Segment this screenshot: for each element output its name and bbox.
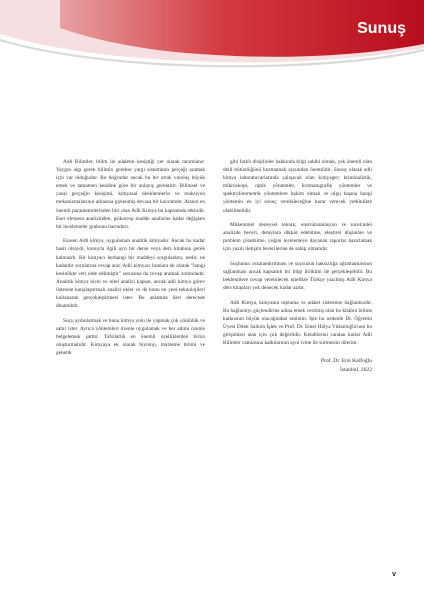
page-number: v	[392, 571, 396, 578]
place-date: İstanbul, 2022	[339, 367, 372, 374]
header-banner	[0, 0, 424, 80]
left-column	[56, 158, 205, 375]
author-name: Prof. Dr. Ersi Kalfoğlu	[320, 358, 372, 365]
paragraph: Suçu aydınlatmak ve bunu kimya yolu ile yapmak çok yönlülük ve sabır ister. Ayrıca yöntemleri özenle uygulamak ve her adımı özenle belgelemek şarttır. Tafsilatlık en önemli özelliklerden birini oluşturmalıdır. Kimyaya ek olarak biyoloji, malzeme bilimi ve genetik	[56, 317, 205, 357]
signature-block	[223, 357, 372, 375]
paragraph: Adli Kimya, kimyanın topluma ve adalet sistemine bağlantısıdır. Bu bağlantıyı güçlendirme adına emek verilmiş olan bu kitabın bilime katkısının büyük olacağından eminim. İşte bu nedenle Dr. Öğretim Üyesi Dilek Salkım İşlek ve Prof. Dr. Emel Hülya Yükseloğlu'nun bu girişimleri alan için çok değerlidir. Kendilerini candan kutlar Adli Bilimler camiasına katkılarının aynı ivme ile sürmesini dilerim.	[223, 299, 372, 347]
paragraph: Esasen Adli kimya, uygulamalı analitik kimyadır. Ancak bu kadar basit olsaydı, konuyla ilgili ayrı bir derse veya ders kitabına gerek kalmazdı. Bir kimyacı herhangi bir maddeyi sorgularken, nedir, ne kadardır sorularına cevap arar. Adli kimyacı bunlara ek olarak "hangi kesinlikte veri elde edilmiştir" sorusuna da cevap aramak zorundadır. Analitik kimya nicel ve nitel analizi kapsar, ancak adli kimya görev listesine karşılaştırmalı analizi ekler ve de bunu en yeni teknolojileri kullanarak gerçekleştirmesi ister. Bu anlamda ileri derecede dinamiktir.	[56, 238, 205, 310]
right-column	[223, 158, 372, 375]
red-wave-banner	[0, 0, 424, 80]
paragraph: Adli Bilimler, bilim ile adaletin kesiştiği yer olarak tanımlanır. Yaygın algı gerek bilimin gerekse yargı sisteminin gerçeği aramak için var olduğudur. Bu doğrudur ancak bu bir ortak varoluş büyük emek ve tamamen kendine göre bir anlayış gerektirir. Bilimsel ve yasal gerçeğin kesişimi, kimyasal denklemlerin ve reaksiyon mekanizmalarının arkasına gizlenmiş devasa bir kavramdır. Alanın en önemli parametrelerinden biri olan Adli Kimya bu kapsamda etkindir. Eser element analizinden, psikotrop madde analizine kadar değişken bir incelemeler grubunu barındırır.	[56, 159, 205, 230]
paragraph: Suçlunun cezalandırılması ve suçsuzun haksızlığa uğramamasının sağlanması ancak kapsamlı bir bilgi birikimi ile gerçekleşebilir. Bu beklentilere cevap verebilecek nitelikte Türkçe yazılmış Adli Kimya ders kitapları yok denecek kadar azdır.	[223, 261, 372, 292]
text-columns	[56, 158, 372, 375]
page-title: Sunuş	[357, 20, 406, 37]
paragraph: gibi farklı disiplinler hakkında bilgi sahibi olmak, çok önemli olan delil bütünlüğünü bozmamak açısından önemlidir. Sonuç olarak adli kimya laboratuvarlarında çalışacak olan kimyager; kriminalistik, mikroskopi, optik yöntemler, kromatografik yöntemler ve spektrofotometrik yöntemlere hakim olmalı ve olgu başına hangi yöntemin en iyi sonuç verebileceğine karar verecek yetkinlikte olabilmelidir.	[223, 159, 372, 214]
paragraph: Mükemmel deneysel teknik; enstrümantasyon ve nicel/nitel analizde beceri, detaylara dikkat edebilme, eleştirel düşünme ve problem çözebilme, yoğun incelemeye dayanan raporlar hazırlamak için yazılı iletişim becerilerine de sahip olmalıdır.	[223, 222, 372, 253]
